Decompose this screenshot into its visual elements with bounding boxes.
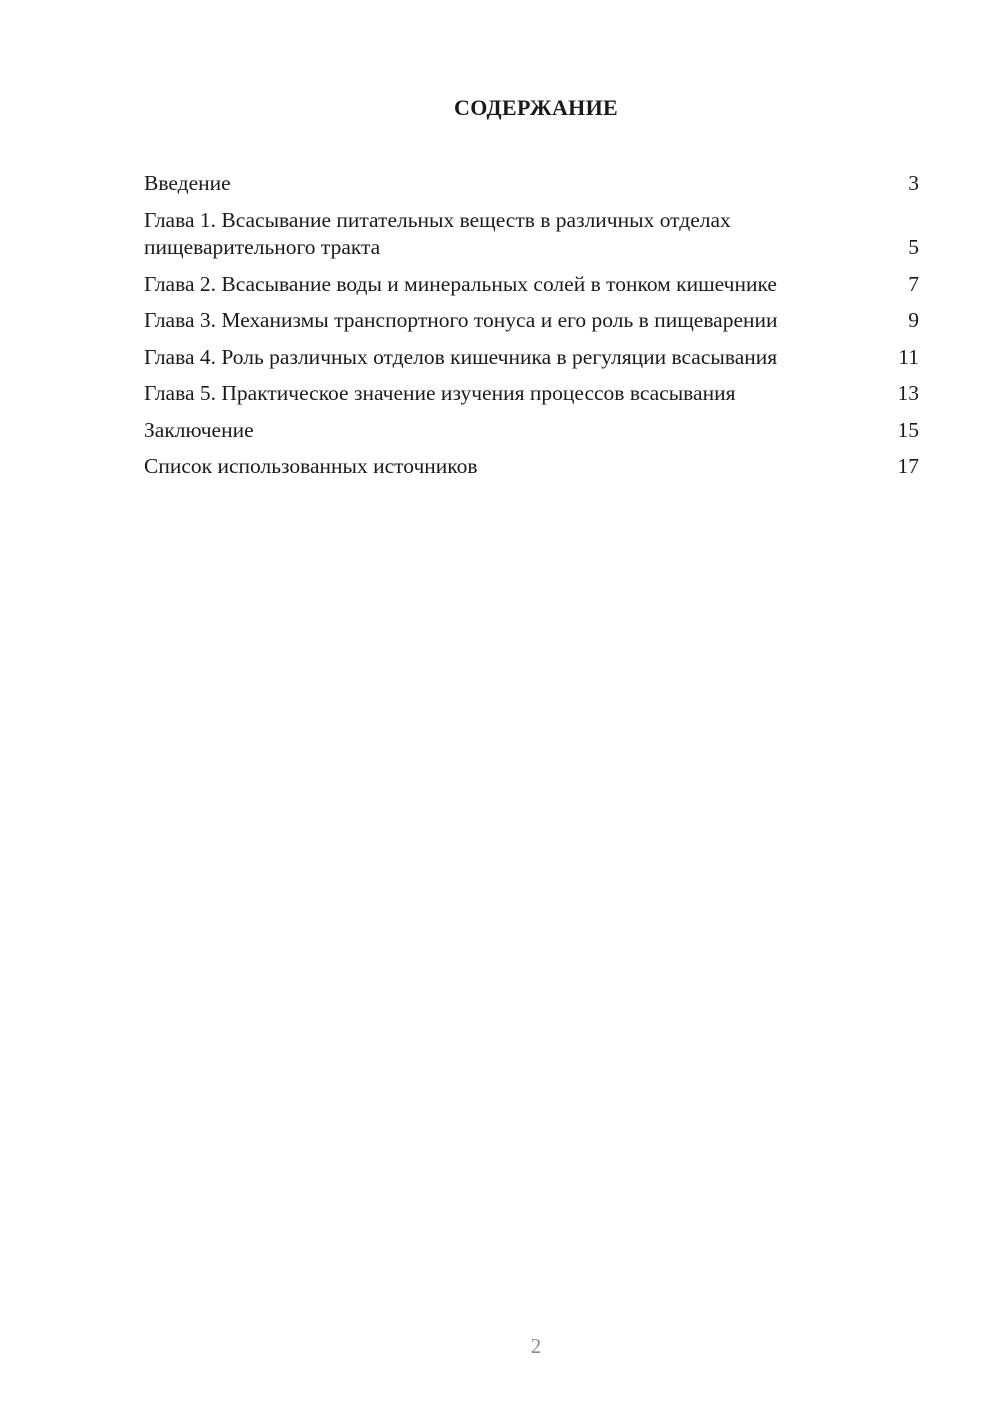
toc-item-text: Глава 3. Механизмы транспортного тонуса и его роль в пищеварении	[144, 308, 778, 332]
page-number: 2	[530, 1334, 542, 1358]
toc-item-text: Список использованных источников	[144, 454, 478, 478]
page-title: СОДЕРЖАНИЕ	[454, 95, 618, 120]
toc-item-page: 9	[908, 308, 919, 332]
toc-item-text: Глава 5. Практическое значение изучения процессов всасывания	[144, 381, 736, 405]
toc-item-page: 13	[897, 381, 919, 405]
toc-item-page: 11	[898, 344, 919, 369]
toc-item-text: Глава 1. Всасывание питательных веществ в различных отделах пищеварительного тракта	[144, 207, 731, 259]
toc-item-introduction	[144, 170, 919, 198]
toc-item-page: 15	[897, 417, 919, 442]
toc-item-chapter-3	[144, 307, 919, 335]
toc-item-chapter-5	[144, 380, 919, 408]
toc-item-page: 7	[908, 271, 919, 296]
toc-item-page: 5	[908, 235, 919, 259]
toc-item-chapter-2	[144, 271, 919, 299]
toc-item-conclusion	[144, 417, 919, 445]
toc-item-references	[144, 453, 919, 481]
toc-item-page: 3	[908, 171, 919, 195]
toc-item-text: Введение	[144, 171, 231, 195]
toc-item-chapter-1	[144, 207, 919, 262]
toc-item-text: Глава 4. Роль различных отделов кишечника в регуляции всасывания	[144, 344, 778, 369]
toc-item-text: Заключение	[144, 417, 254, 442]
table-of-contents	[144, 170, 919, 490]
toc-item-chapter-4	[144, 344, 919, 372]
toc-item-page: 17	[897, 454, 919, 478]
toc-item-text: Глава 2. Всасывание воды и минеральных солей в тонком кишечнике	[144, 271, 777, 296]
